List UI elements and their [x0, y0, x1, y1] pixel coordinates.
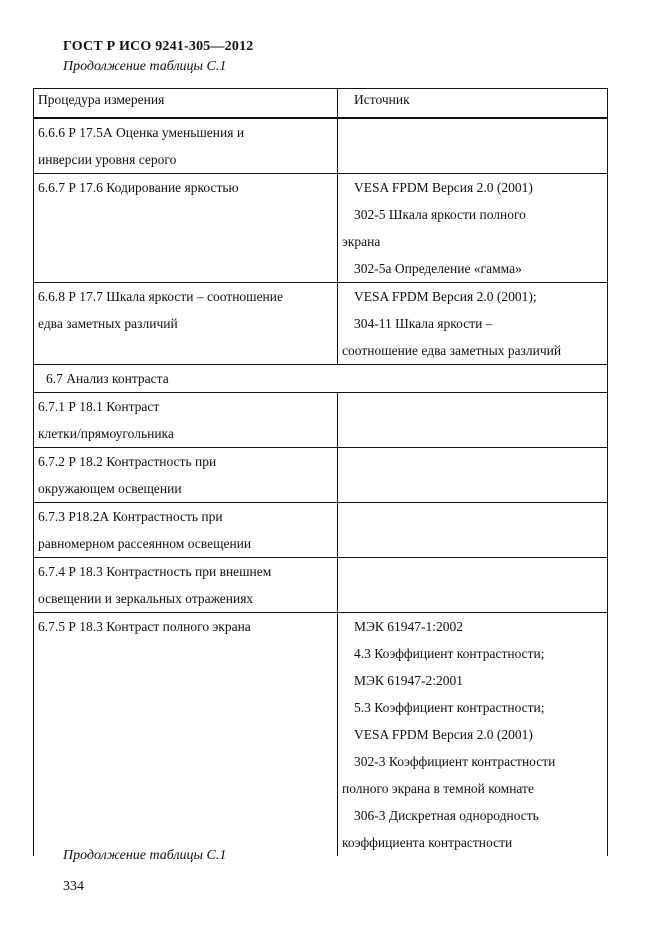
table-row	[34, 558, 607, 613]
section-heading: 6.7 Анализ контраста	[46, 371, 169, 386]
source-cell	[338, 503, 607, 557]
procedure-line: 6.6.7 Р 17.6 Кодирование яркостью	[38, 180, 239, 195]
procedure-line: 6.7.1 Р 18.1 Контраст	[38, 399, 160, 414]
procedure-line: равномерном рассеянном освещении	[38, 536, 252, 551]
procedure-cell	[34, 558, 338, 612]
source-line: 306-3 Дискретная однородность	[354, 808, 539, 823]
procedure-line: 6.7.2 Р 18.2 Контрастность при	[38, 454, 217, 469]
source-line: коэффициента контрастности	[342, 835, 513, 850]
procedure-line: 6.6.6 Р 17.5А Оценка уменьшения и	[38, 125, 245, 140]
table-row	[34, 365, 607, 393]
source-line: VESA FPDM Версия 2.0 (2001)	[354, 180, 533, 195]
source-line: VESA FPDM Версия 2.0 (2001)	[354, 727, 533, 742]
source-line: МЭК 61947-1:2002	[354, 619, 464, 634]
procedure-cell	[34, 613, 338, 856]
source-cell	[338, 558, 607, 612]
procedure-line: 6.7.4 Р 18.3 Контрастность при внешнем	[38, 564, 272, 579]
table-continuation-footer: Продолжение таблицы С.1	[63, 848, 227, 863]
procedure-line: клетки/прямоугольника	[38, 426, 174, 441]
source-line: 4.3 Коэффициент контрастности;	[354, 646, 545, 661]
source-cell	[338, 448, 607, 502]
procedure-line: 6.7.5 Р 18.3 Контраст полного экрана	[38, 619, 251, 634]
source-cell	[338, 393, 607, 447]
table-header	[34, 88, 607, 119]
source-line: 302-5 Шкала яркости полного	[354, 207, 526, 222]
table-row	[34, 613, 607, 856]
page-number: 334	[63, 879, 84, 894]
table-row	[34, 174, 607, 283]
procedure-cell	[34, 283, 338, 364]
source-line: соотношение едва заметных различий	[342, 343, 562, 358]
source-line: 5.3 Коэффициент контрастности;	[354, 700, 545, 715]
source-line: 302-5a Определение «гамма»	[354, 261, 522, 276]
table-row	[34, 119, 607, 174]
procedure-line: едва заметных различий	[38, 316, 178, 331]
procedure-cell	[34, 393, 338, 447]
procedure-cell	[34, 174, 338, 282]
source-line: 304-11 Шкала яркости –	[354, 316, 493, 331]
source-line: VESA FPDM Версия 2.0 (2001);	[354, 289, 537, 304]
source-line: 302-3 Коэффициент контрастности	[354, 754, 556, 769]
source-cell	[338, 283, 607, 364]
procedure-line: окружающем освещении	[38, 481, 182, 496]
procedure-cell	[34, 503, 338, 557]
source-cell	[338, 119, 607, 173]
procedure-line: инверсии уровня серого	[38, 152, 177, 167]
procedure-line: 6.7.3 Р18.2А Контрастность при	[38, 509, 223, 524]
procedure-line: освещении и зеркальных отражениях	[38, 591, 254, 606]
source-line: полного экрана в темной комнате	[342, 781, 534, 796]
procedure-cell	[34, 448, 338, 502]
measurement-table	[33, 88, 608, 856]
source-cell	[338, 174, 607, 282]
table-body	[34, 119, 607, 856]
source-line: экрана	[342, 234, 381, 249]
source-cell	[338, 613, 607, 856]
source-column-header: Источник	[354, 92, 410, 107]
procedure-line: 6.6.8 Р 17.7 Шкала яркости – соотношение	[38, 289, 283, 304]
procedure-column-header: Процедура измерения	[34, 89, 338, 117]
table-row	[34, 393, 607, 448]
table-row	[34, 503, 607, 558]
procedure-cell	[34, 119, 338, 173]
table-row	[34, 283, 607, 365]
source-line: МЭК 61947-2:2001	[354, 673, 464, 688]
table-row	[34, 448, 607, 503]
document-code: ГОСТ Р ИСО 9241-305—2012	[63, 39, 254, 54]
table-continuation-caption: Продолжение таблицы С.1	[63, 59, 227, 74]
